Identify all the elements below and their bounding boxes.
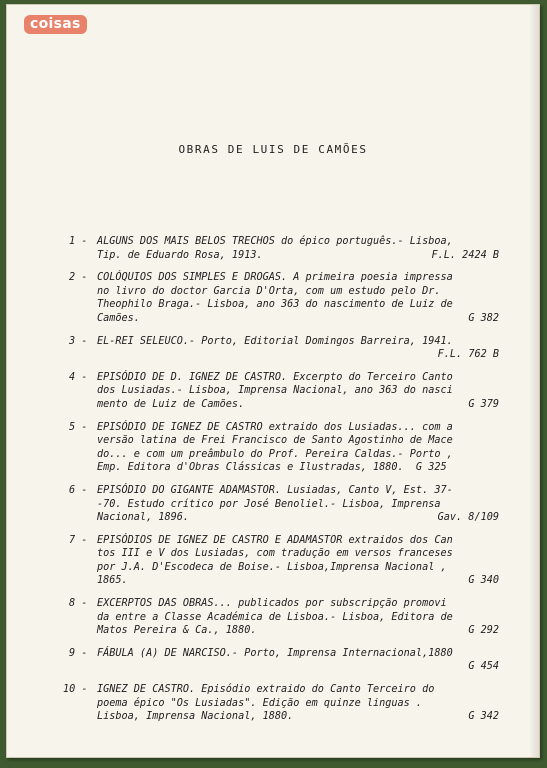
entry-number: 3 - (69, 335, 88, 347)
entry-text (97, 484, 499, 525)
entry-reference: F.L. 762 B (437, 349, 499, 361)
entry-line: Lisboa, Imprensa Nacional, 1880. (97, 711, 294, 723)
entry-number: 4 - (69, 371, 88, 383)
entry-number: 7 - (69, 534, 88, 546)
entry-line: Tip. de Eduardo Rosa, 1913. (97, 249, 263, 261)
entry-line: ALGUNS DOS MAIS BELOS TRECHOS do épico português.- Lisboa, (97, 236, 453, 247)
entry-line: Nacional, 1896. (97, 512, 190, 524)
list-item (69, 484, 499, 525)
entry-text (97, 371, 499, 412)
bibliography-list (63, 235, 499, 733)
entry-line: FÁBULA (A) DE NARCISO.- Porto, Imprensa Internacional,1880 (97, 647, 453, 659)
entry-number: 9 - (69, 647, 88, 659)
entry-line: EPISÓDIO DE IGNEZ DE CASTRO extraido dos Lusiadas... com a (97, 421, 453, 433)
entry-line: Theophilo Braga.- Lisboa, ano 363 do nascimento de Luiz de (97, 299, 453, 311)
list-item (69, 235, 499, 262)
entry-text (97, 235, 499, 262)
entry-text (97, 421, 499, 475)
entry-line: IGNEZ DE CASTRO. Episódio extraido do Canto Terceiro do (97, 684, 435, 696)
list-item (69, 421, 499, 475)
entry-text (97, 271, 499, 325)
entry-reference: G 340 (468, 575, 499, 587)
entry-line: EPISÓDIO DO GIGANTE ADAMASTOR. Lusiadas, Canto V, Est. 37- (97, 484, 453, 496)
entry-line: do... e com um preâmbulo do Prof. Pereira Caldas.- Porto , (97, 448, 453, 460)
entry-text (97, 683, 499, 724)
entry-line: por J.A. D'Escodeca de Boise.- Lisboa,Imprensa Nacional , (97, 561, 447, 573)
page-title: OBRAS DE LUIS DE CAMÕES (178, 143, 368, 156)
list-item (69, 271, 499, 325)
entry-number: 2 - (69, 272, 88, 284)
entry-number: 10 - (63, 684, 88, 696)
entry-reference: G 292 (468, 625, 499, 637)
entry-line: tos III e V dos Lusiadas, com tradução em versos franceses (97, 548, 453, 560)
entry-reference: G 382 (468, 312, 499, 324)
entry-line: EXCERPTOS DAS OBRAS... publicados por subscripção promovi (97, 598, 447, 610)
entry-reference: G 379 (468, 398, 499, 410)
entry-line: 1865. (97, 575, 128, 587)
entry-reference: G 454 (468, 661, 499, 673)
entry-number: 8 - (69, 598, 88, 610)
entry-line: EPISÓDIOS DE IGNEZ DE CASTRO E ADAMASTOR extraidos dos Can (97, 534, 453, 546)
entry-line: dos Lusiadas.- Lisboa, Imprensa Nacional, ano 363 do nasci (97, 385, 453, 397)
entry-line: no livro do doctor Garcia D'Orta, com um estudo pelo Dr. (97, 285, 441, 297)
entry-reference: G 342 (468, 711, 499, 723)
entry-line: -70. Estudo crítico por José Benoliel.- Lisboa, Imprensa (97, 498, 441, 510)
entry-line: Camões. (97, 312, 140, 324)
list-item (69, 371, 499, 412)
entry-line: poema épico "Os Lusiadas". Edição em quinze linguas . (97, 697, 423, 709)
entry-line: EPISÓDIO DE D. IGNEZ DE CASTRO. Excerpto do Terceiro Canto (97, 371, 453, 383)
watermark-logo: coisas (24, 15, 87, 34)
entry-line: da entre a Classe Académica de Lisboa.- Lisboa, Editora de (97, 611, 453, 623)
list-item (69, 647, 499, 674)
document-page (6, 4, 540, 758)
list-item (69, 335, 499, 362)
entry-line: Emp. Editora d'Obras Clássicas e Ilustradas, 1880. G 325 (97, 462, 447, 474)
entry-number: 5 - (69, 421, 88, 433)
entry-reference: Gav. 8/109 (437, 512, 499, 524)
entry-line: EL-REI SELEUCO.- Porto, Editorial Domingos Barreira, 1941. (97, 335, 453, 347)
list-item (69, 534, 499, 588)
entry-line: mento de Luiz de Camões. (97, 398, 245, 410)
entry-text (97, 647, 499, 674)
entry-text (97, 597, 499, 638)
entry-line: COLÓQUIOS DOS SIMPLES E DROGAS. A primeira poesia impressa (97, 272, 453, 284)
entry-line: versão latina de Frei Francisco de Santo Agostinho de Mace (97, 435, 453, 447)
list-item (69, 597, 499, 638)
entry-number: 6 - (69, 484, 88, 496)
list-item (63, 683, 499, 724)
entry-reference: F.L. 2424 B (431, 249, 499, 261)
entry-line: Matos Pereira & Ca., 1880. (97, 625, 257, 637)
entry-text (97, 534, 499, 588)
entry-number: 1 - (69, 236, 88, 247)
entry-text (97, 335, 499, 362)
